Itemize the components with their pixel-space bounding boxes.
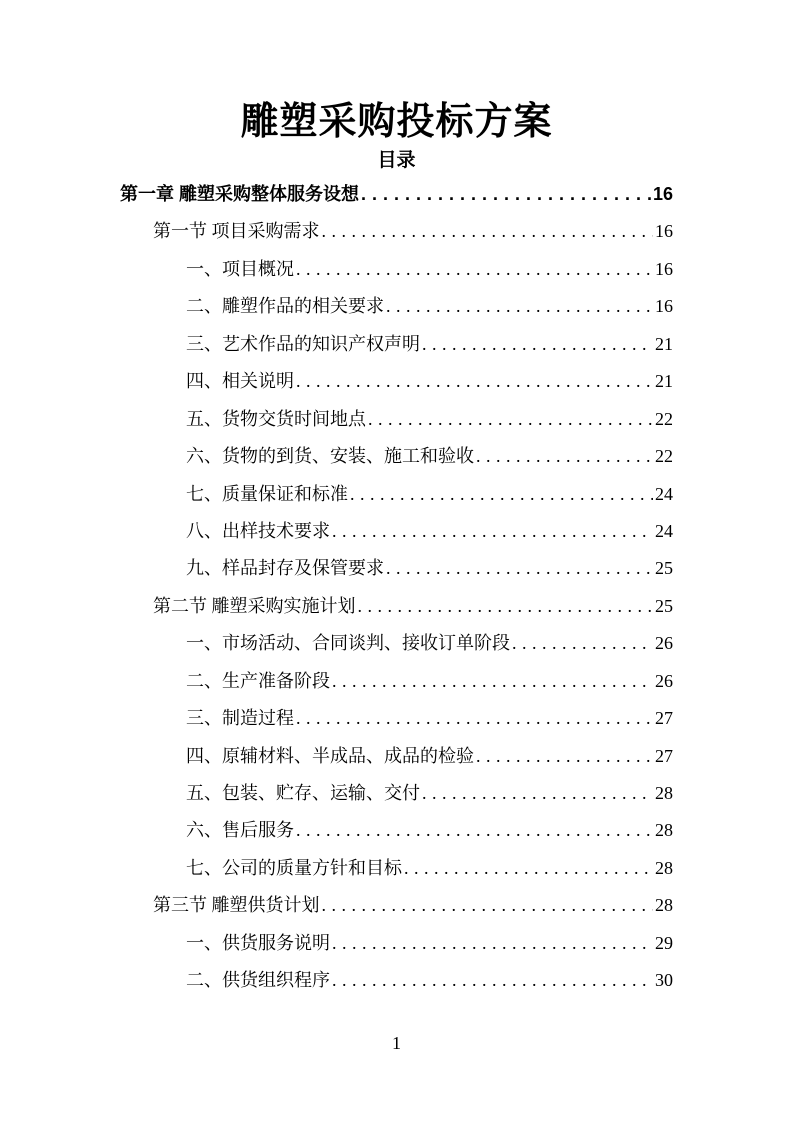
dot-leader: [404, 858, 653, 879]
toc-entry-label: 第三节 雕塑供货计划: [153, 895, 320, 916]
toc-entry[interactable]: [120, 667, 673, 704]
toc-entry-page: 16: [655, 296, 673, 317]
dot-leader: [422, 334, 653, 355]
toc-entry[interactable]: [120, 966, 673, 1003]
toc-entry-label: 第二节 雕塑采购实施计划: [153, 595, 356, 616]
dot-leader: [422, 783, 653, 804]
toc-entry-label: 六、售后服务: [186, 820, 294, 841]
toc-entry-label: 九、样品封存及保管要求: [186, 558, 384, 579]
toc-entry[interactable]: [120, 816, 673, 853]
toc-entry[interactable]: [120, 367, 673, 404]
toc-entry[interactable]: [120, 854, 673, 891]
toc-entry-label: 一、市场活动、合同谈判、接收订单阶段: [186, 633, 510, 654]
toc-entry-label: 第一章 雕塑采购整体服务设想: [120, 184, 359, 204]
toc-entry-label: 八、出样技术要求: [186, 520, 330, 541]
dot-leader: [358, 596, 654, 617]
dot-leader: [476, 446, 653, 467]
dot-leader: [332, 933, 653, 954]
toc-entry-label: 七、公司的质量方针和目标: [186, 857, 402, 878]
dot-leader: [476, 746, 653, 767]
toc-entry-page: 26: [655, 633, 673, 654]
toc-entry-label: 一、项目概况: [186, 258, 294, 279]
dot-leader: [361, 184, 651, 205]
toc-entry[interactable]: [120, 554, 673, 591]
dot-leader: [322, 895, 654, 916]
toc-entry-page: 27: [655, 708, 673, 729]
dot-leader: [332, 521, 653, 542]
toc-entry-page: 27: [655, 745, 673, 766]
toc-entry-page: 24: [655, 483, 673, 504]
toc-entry[interactable]: [120, 742, 673, 779]
dot-leader: [296, 259, 653, 280]
page-number: 1: [392, 1033, 401, 1053]
toc-entry-page: 16: [655, 221, 673, 242]
toc-entry-label: 五、货物交货时间地点: [186, 408, 366, 429]
toc-entry[interactable]: [120, 779, 673, 816]
toc-entry-label: 四、原辅材料、半成品、成品的检验: [186, 745, 474, 766]
dot-leader: [322, 221, 654, 242]
toc-entry-page: 25: [655, 558, 673, 579]
toc-entry-label: 二、供货组织程序: [186, 970, 330, 991]
toc-entry-page: 16: [655, 258, 673, 279]
toc-entry[interactable]: [120, 442, 673, 479]
dot-leader: [512, 633, 653, 654]
dot-leader: [296, 371, 653, 392]
dot-leader: [296, 820, 653, 841]
toc-entry-page: 22: [655, 408, 673, 429]
toc-entry-page: 30: [655, 970, 673, 991]
toc-entry-label: 三、艺术作品的知识产权声明: [186, 333, 420, 354]
dot-leader: [296, 708, 653, 729]
dot-leader: [350, 484, 653, 505]
toc-entry-page: 21: [655, 333, 673, 354]
toc-entry-page: 28: [655, 783, 673, 803]
toc-entry[interactable]: [120, 480, 673, 517]
toc-entry[interactable]: [120, 217, 673, 254]
toc-entry[interactable]: [120, 255, 673, 292]
dot-leader: [332, 671, 653, 692]
toc-entry[interactable]: [120, 405, 673, 442]
toc-entry-label: 六、货物的到货、安装、施工和验收: [186, 446, 474, 467]
toc-entry-page: 21: [655, 371, 673, 392]
toc-entry-page: 22: [655, 446, 673, 467]
toc-entry[interactable]: [120, 180, 673, 217]
table-of-contents: [120, 180, 673, 1004]
toc-entry-page: 25: [655, 595, 673, 616]
toc-entry-label: 三、制造过程: [186, 708, 294, 729]
toc-entry[interactable]: [120, 592, 673, 629]
toc-entry[interactable]: [120, 629, 673, 666]
toc-entry-label: 五、包装、贮存、运输、交付: [186, 783, 420, 803]
toc-entry[interactable]: [120, 891, 673, 928]
toc-entry-page: 29: [655, 932, 673, 953]
toc-entry[interactable]: [120, 517, 673, 554]
toc-entry-page: 28: [655, 820, 673, 841]
toc-entry[interactable]: [120, 330, 673, 367]
dot-leader: [386, 296, 653, 317]
toc-entry-label: 四、相关说明: [186, 371, 294, 392]
toc-entry[interactable]: [120, 704, 673, 741]
dot-leader: [368, 409, 653, 430]
toc-entry-page: 24: [655, 520, 673, 541]
toc-entry-label: 第一节 项目采购需求: [153, 221, 320, 242]
toc-entry-page: 26: [655, 670, 673, 691]
toc-entry[interactable]: [120, 929, 673, 966]
toc-entry-label: 一、供货服务说明: [186, 932, 330, 953]
toc-entry-page: 16: [652, 184, 673, 204]
document-title: 雕塑采购投标方案: [240, 101, 553, 143]
toc-entry-page: 28: [655, 895, 673, 916]
toc-entry-label: 七、质量保证和标准: [186, 483, 348, 504]
toc-entry-label: 二、生产准备阶段: [186, 670, 330, 691]
dot-leader: [332, 970, 653, 991]
toc-entry-label: 二、雕塑作品的相关要求: [186, 296, 384, 317]
toc-entry-page: 28: [655, 857, 673, 878]
dot-leader: [386, 558, 653, 579]
toc-entry[interactable]: [120, 292, 673, 329]
toc-heading: 目录: [377, 150, 416, 171]
